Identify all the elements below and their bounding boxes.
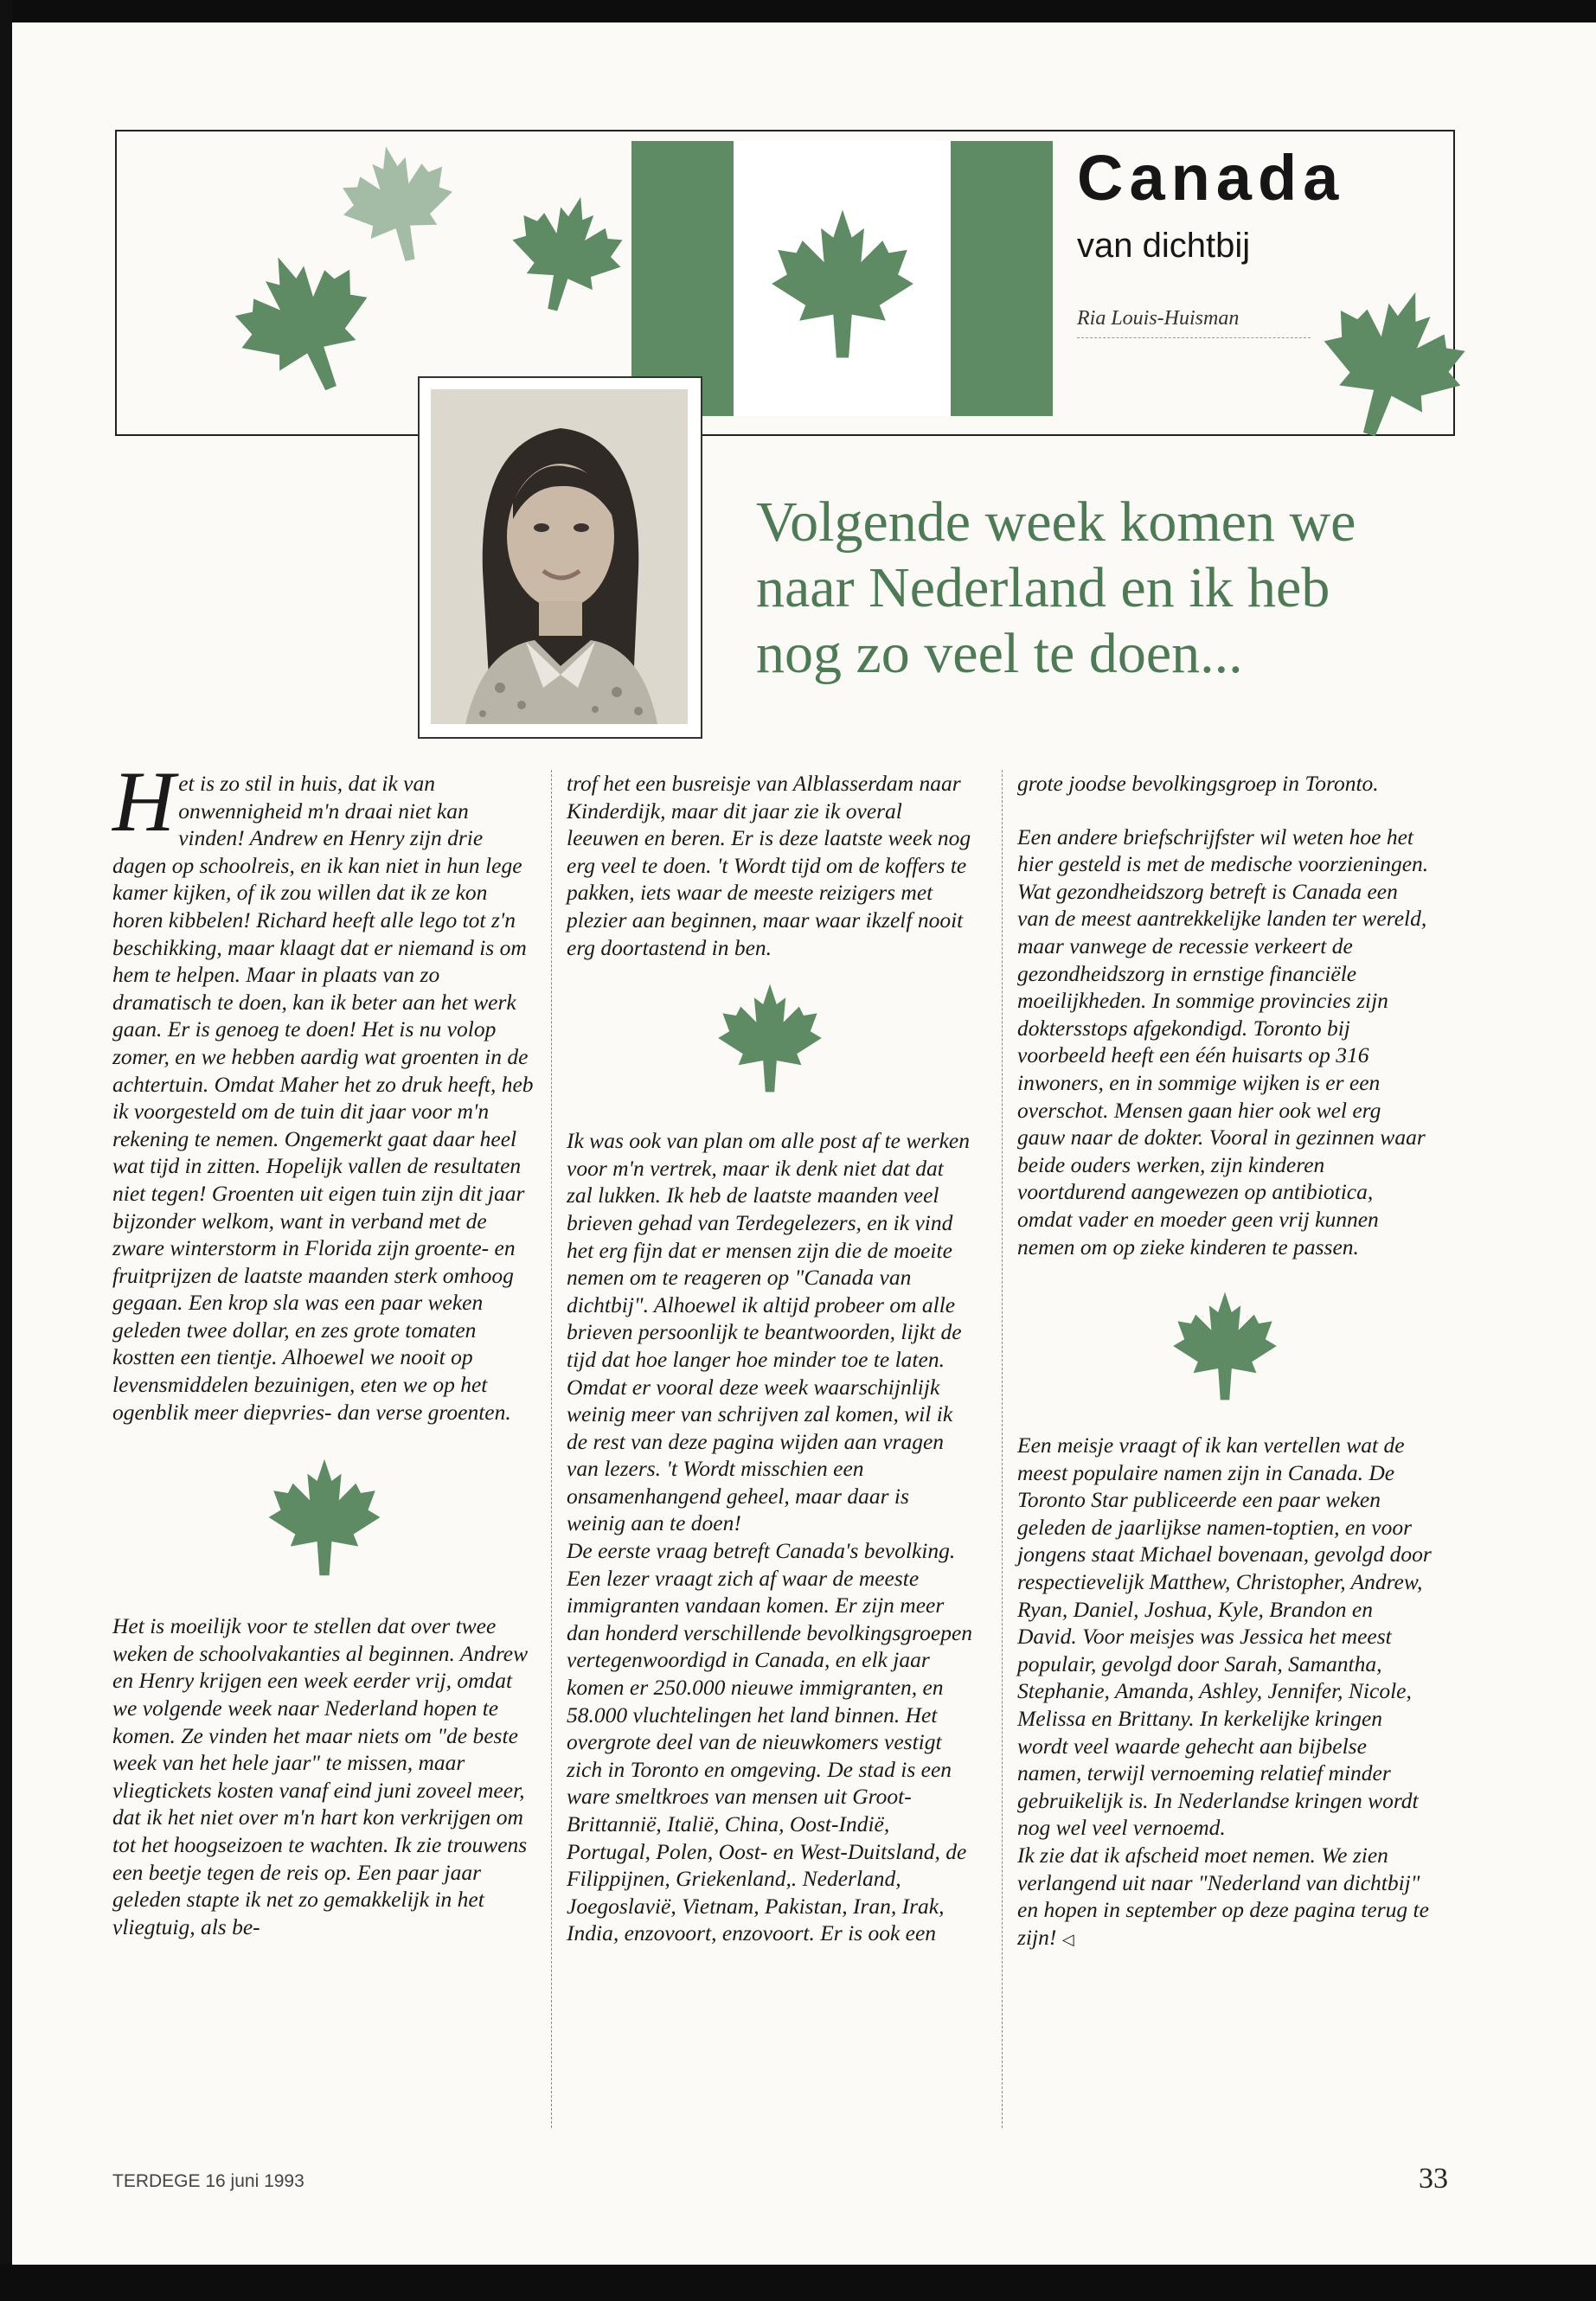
article-paragraph <box>1017 1842 1433 1953</box>
article-column-1 <box>112 753 536 1940</box>
scan-border-left <box>0 0 12 2301</box>
maple-leaf-icon <box>264 1457 385 1578</box>
page-number: 33 <box>1419 2163 1448 2195</box>
paragraph-text: et is zo stil in huis, dat ik van onwennigheid m'n draai niet kan vinden! Andrew en Henry zijn drie dagen op schoolreis, en ik kan niet in hun lege kamer kijken, of ik zou willen dat ik ze kon horen kibbelen! Richard heeft alle lego tot z'n beschikking, maar klaagt dat er niemand is om hem te helpen. Maar in plaats van zo dramatisch te doen, kan ik beter aan het werk gaan. Er is genoeg te doen! Het is nu volop zomer, en we hebben aardig wat groenten in de achtertuin. Omdat Maher het zo druk heeft, heb ik voorgesteld om de tuin dit jaar voor m'n rekening te nemen. Ongemerkt gaat daar heel wat tijd in zitten. Hopelijk vallen de resultaten niet tegen! Groenten uit eigen tuin zijn dit jaar bijzonder welkom, want in verband met de zware winterstorm in Florida zijn groente- en fruitprijzen de laatste maanden sterk omhoog gegaan. Een krop sla was een paar weken geleden twee dollar, en zes grote tomaten kostten een tientje. Alhoewel we nooit op levensmiddelen bezuinigen, eten we op het ogenblik meer diepvries- dan verse groenten. <box>112 771 534 1425</box>
flag-left-band <box>631 141 734 416</box>
author-photo-frame <box>418 376 702 739</box>
headline-line: naar Nederland en ik heb <box>756 556 1330 619</box>
article-column-3 <box>1017 770 1433 1953</box>
drop-cap: H <box>112 753 176 849</box>
article-column-2 <box>567 770 973 1947</box>
column-title: Canada <box>1077 142 1345 214</box>
canada-flag <box>631 141 1053 416</box>
headline-line: nog zo veel te doen... <box>756 622 1243 685</box>
flag-right-band <box>951 141 1053 416</box>
article-paragraph: Ik was ook van plan om alle post af te werken voor m'n vertrek, maar ik denk niet dat dat zal lukken. Ik heb de laatste maanden veel brieven gehad van Terdegelezers, en ik vind het erg fijn dat er mensen zijn die de moeite nemen om te reageren op "Canada van dichtbij". Alhoewel ik altijd probeer om alle brieven persoonlijk te beantwoorden, lijkt de tijd dat hoe langer hoe minder toe te laten. Omdat er vooral deze week waarschijnlijk weinig meer van schrijven zal komen, wil ik de rest van deze pagina wijden aan vragen van lezers. 't Wordt misschien een onsamenhangend geheel, maar daar is weinig aan te doen! <box>567 1128 970 1536</box>
publication-footer: TERDEGE 16 juni 1993 <box>112 2171 304 2191</box>
article-headline <box>756 490 1535 687</box>
article-paragraph: De eerste vraag betreft Canada's bevolking. Een lezer vraagt zich af waar de meeste immigranten vandaan komen. Er zijn meer dan honderd verschillende bevolkingsgroepen vertegenwoordigd in Canada, en elk jaar komen er 250.000 nieuwe immigranten, en 58.000 vluchtelingen het land binnen. Het overgrote deel van de nieuwkomers vestigt zich in Toronto en omgeving. De stad is een ware smeltkroes van mensen uit Groot-Brittannië, Italië, China, Oost-Indië, Portugal, Polen, Oost- en West-Duitsland, de Filippijnen, Griekenland,. Nederland, Joegoslavië, Vietnam, Pakistan, Iran, Irak, India, enzovoort, enzovoort. Er is ook een <box>567 1538 973 1946</box>
article-paragraph: trof het een busreisje van Alblasserdam naar Kinderdijk, maar dit jaar zie ik overal leeuwen en beren. Er is deze laatste week nog erg veel te doen. 't Wordt tijd om de koffers te pakken, iets waar de meeste reizigers met plezier aan beginnen, maar waar ikzelf nooit erg doortastend in ben. <box>567 771 971 960</box>
end-mark-icon: ◁ <box>1061 1930 1074 1948</box>
author-byline: Ria Louis-Huisman <box>1077 307 1311 338</box>
maple-leaf-icon <box>1164 1290 1285 1402</box>
article-paragraph: Een meisje vraagt of ik kan vertellen wat de meest populaire namen zijn in Canada. De Toronto Star publiceerde een paar weken geleden de jaarlijkse namen-toptien, en voor jongens staat Michael bovenaan, gevolgd door respectievelijk Matthew, Christopher, Andrew, Ryan, Daniel, Joshua, Kyle, Brandon en David. Voor meisjes was Jessica het meest populair, gevolgd door Sarah, Samantha, Stephanie, Amanda, Ashley, Jennifer, Nicole, Melissa en Brittany. In kerkelijke kringen wordt veel waarde gehecht aan bijbelse namen, terwijl vernoeming relatief minder gebruikelijk is. In Nederlandse kringen wordt nog wel veel vernoemd. <box>1017 1433 1432 1841</box>
paragraph-text: Ik zie dat ik afscheid moet nemen. We zien verlangend uit naar "Nederland van dichtbij" en hopen in september op deze pagina terug te zijn! <box>1017 1843 1429 1950</box>
article-paragraph: Een andere briefschrijfster wil weten hoe het hier gesteld is met de medische voorzieningen. Wat gezondheidszorg betreft is Canada een van de meest aantrekkelijke landen ter wereld, maar vanwege de recessie verkeert de gezondheidszorg in ernstige financiële moeilijkheden. In sommige provincies zijn doktersstops afgekondigd. Toronto bij voorbeeld heeft een één huisarts op 316 inwoners, en in sommige wijken is er een overschot. Mensen gaan hier ook wel erg gauw naar de dokter. Vooral in gezinnen waar beide ouders werken, zijn kinderen voortdurend aangewezen op antibiotica, omdat vader en moeder geen vrij kunnen nemen om op zieke kinderen te passen. <box>1017 824 1429 1259</box>
headline-line: Volgende week komen we <box>756 490 1356 554</box>
scan-border-top <box>0 0 1596 22</box>
article-paragraph <box>112 753 536 1426</box>
maple-leaf-icon <box>709 982 830 1094</box>
article-paragraph: Het is moeilijk voor te stellen dat over twee weken de schoolvakanties al beginnen. Andrew en Henry krijgen een week eerder vrij, omdat we volgende week naar Nederland hopen te komen. Ze vinden het maar niets om "de beste week van het hele jaar" te missen, maar vliegtickets kosten vanaf eind juni zoveel meer, dat ik het niet over m'n hart kon verkrijgen om tot het hoogseizoen te wachten. Ik zie trouwens een beetje tegen de reis op. Een paar jaar geleden stapte ik net zo gemakkelijk in het vliegtuig, als be- <box>112 1613 529 1939</box>
flag-maple-leaf-icon <box>766 206 920 362</box>
article-paragraph: grote joodse bevolkingsgroep in Toronto. <box>1017 771 1379 796</box>
column-divider <box>1002 770 1003 2128</box>
scan-border-bottom <box>0 2265 1596 2301</box>
column-subtitle: van dichtbij <box>1077 227 1251 265</box>
author-photo <box>431 389 688 724</box>
column-divider <box>551 770 552 2128</box>
